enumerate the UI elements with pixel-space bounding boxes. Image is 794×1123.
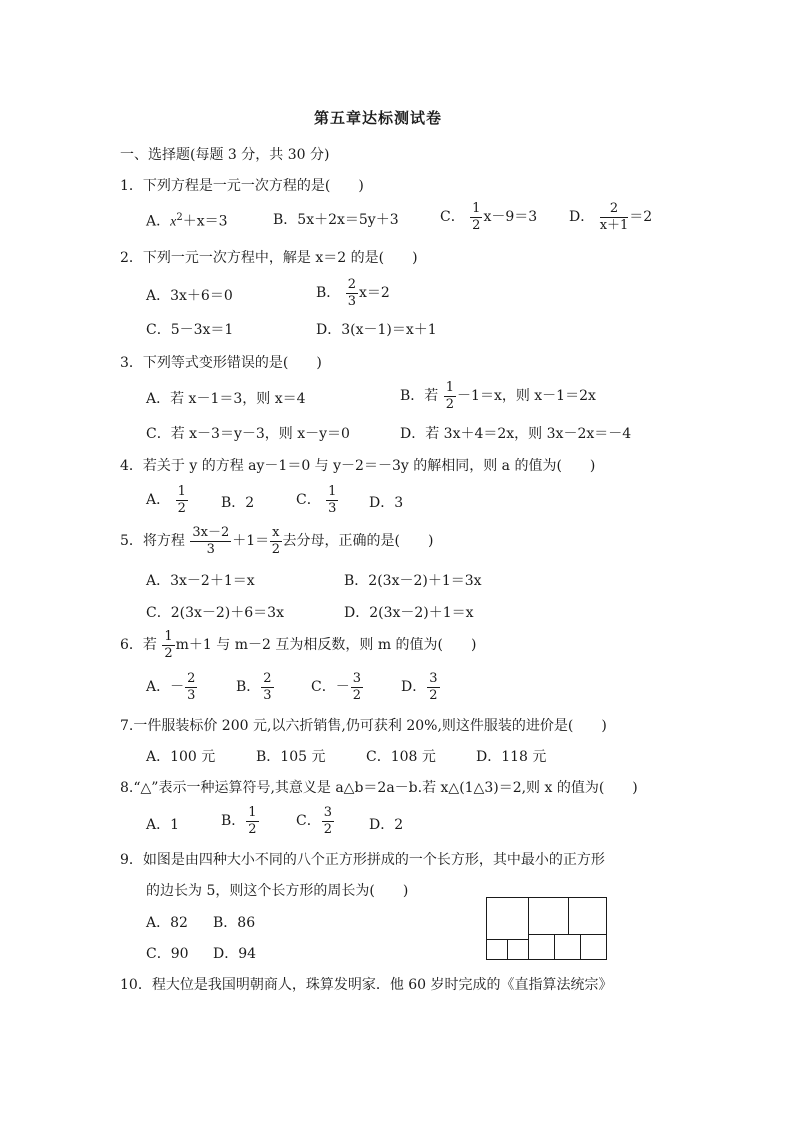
question-4-option-b[interactable]: B．2 (221, 495, 255, 511)
fraction: $\frac{3}{2}$ (352, 671, 361, 703)
question-9-option-a[interactable]: A．82 (146, 915, 188, 931)
squares-rectangle-figure (486, 897, 607, 960)
question-2-stem: 2．下列一元一次方程中，解是 x＝2 的是( ) (120, 250, 418, 266)
question-2-option-b[interactable]: B． $\frac{2}{3}$ x＝2 (316, 277, 390, 309)
fraction: $\frac{2}{x+1}$ (599, 201, 629, 233)
question-6-option-b[interactable]: B． $\frac{2}{3}$ (236, 671, 272, 703)
question-6-option-c[interactable]: C．－ $\frac{3}{2}$ (311, 671, 361, 703)
question-3-option-c[interactable]: C．若 x－3＝y－3，则 x－y＝0 (146, 426, 350, 442)
question-6-option-a[interactable]: A．－ $\frac{2}{3}$ (146, 671, 196, 703)
section-heading: 一、选择题(每题 3 分，共 30 分) (120, 147, 330, 163)
fraction: $\frac{1}{2}$ (248, 805, 257, 837)
question-9-option-b[interactable]: B．86 (213, 915, 256, 931)
large-square (487, 898, 529, 940)
mid-square (555, 935, 581, 960)
question-6-option-d[interactable]: D． $\frac{3}{2}$ (401, 671, 438, 703)
question-5-stem: 5．将方程 $\frac{3x-2}{3}$ ＋1＝ $\frac{x}{2}$ 去分母，正确的是( ) (120, 525, 434, 557)
question-1-option-a[interactable]: A．$x^2+x=3$ (146, 212, 228, 230)
question-5-option-c[interactable]: C．2(3x－2)＋6＝3x (146, 605, 284, 621)
fraction: $\frac{1}{2}$ (177, 484, 186, 516)
outer-rectangle (487, 898, 607, 960)
mid-square (581, 935, 607, 960)
question-5-option-b[interactable]: B．2(3x－2)＋1＝3x (344, 573, 482, 589)
medium-square (569, 898, 607, 935)
question-7-stem: 7.一件服装标价 200 元,以六折销售,仍可获利 20%,则这件服装的进价是( ) (120, 718, 607, 734)
small-square (508, 940, 529, 960)
fraction: $\frac{3x-2}{3}$ (192, 525, 230, 557)
question-8-option-d[interactable]: D．2 (369, 817, 404, 833)
question-2-option-c[interactable]: C．5－3x＝1 (146, 322, 234, 338)
question-3-stem: 3．下列等式变形错误的是( ) (120, 355, 322, 371)
question-9-option-d[interactable]: D．94 (213, 946, 257, 962)
question-1-stem: 1．下列方程是一元一次方程的是( ) (120, 178, 364, 194)
question-7-option-b[interactable]: B．105 元 (256, 749, 326, 765)
question-8-stem: 8.“△”表示一种运算符号,其意义是 a△b＝2a－b.若 x△(1△3)＝2,则 x 的值为( ) (120, 780, 638, 796)
question-9-option-c[interactable]: C．90 (146, 946, 189, 962)
question-3-option-d[interactable]: D．若 3x＋4＝2x，则 3x－2x＝－4 (400, 426, 632, 442)
question-1-option-d[interactable]: D． $\frac{2}{x+1}$ ＝2 (569, 201, 653, 233)
fraction: $\frac{3}{2}$ (429, 671, 438, 703)
question-9-stem-line-2: 的边长为 5，则这个长方形的周长为( ) (146, 883, 409, 899)
fraction: $\frac{2}{3}$ (347, 277, 357, 309)
fraction: $\frac{3}{2}$ (323, 805, 332, 837)
question-1-option-c[interactable]: C． $\frac{1}{2}$ x－9＝3 (440, 201, 538, 233)
fraction: $\frac{1}{2}$ (164, 629, 173, 661)
question-2-option-a[interactable]: A．3x＋6＝0 (146, 288, 233, 304)
question-8-option-c[interactable]: C． $\frac{3}{2}$ (296, 805, 332, 837)
question-3-option-b[interactable]: B．若 $\frac{1}{2}$ －1＝x，则 x－1＝2x (400, 380, 596, 412)
question-4-option-c[interactable]: C． $\frac{1}{3}$ (296, 484, 337, 516)
fraction: $\frac{1}{2}$ (472, 201, 481, 233)
mid-square (529, 935, 555, 960)
question-7-option-c[interactable]: C．108 元 (366, 749, 436, 765)
question-8-option-a[interactable]: A．1 (146, 817, 180, 833)
question-9-stem-line-1: 9．如图是由四种大小不同的八个正方形拼成的一个长方形，其中最小的正方形 (120, 852, 605, 868)
page-title: 第五章达标测试卷 (314, 109, 443, 127)
question-1-option-b[interactable]: B．5x＋2x＝5y＋3 (273, 212, 399, 228)
option-label: A． (146, 213, 171, 230)
question-2-option-d[interactable]: D．3(x－1)＝x＋1 (316, 322, 437, 338)
fraction: $\frac{1}{3}$ (328, 484, 337, 516)
fraction: $\frac{x}{2}$ (271, 525, 280, 557)
question-5-option-a[interactable]: A．3x－2＋1＝x (146, 573, 255, 589)
question-3-option-a[interactable]: A．若 x－1＝3，则 x＝4 (146, 391, 306, 407)
question-7-option-d[interactable]: D．118 元 (476, 749, 547, 765)
question-4-option-d[interactable]: D．3 (369, 495, 404, 511)
question-6-stem: 6．若 $\frac{1}{2}$ m＋1 与 m－2 互为相反数，则 m 的值为( ) (120, 629, 477, 661)
question-8-option-b[interactable]: B． $\frac{1}{2}$ (221, 805, 257, 837)
fraction: $\frac{2}{3}$ (187, 671, 196, 703)
question-7-option-a[interactable]: A．100 元 (146, 749, 216, 765)
small-square (487, 940, 508, 960)
question-5-option-d[interactable]: D．2(3x－2)＋1＝x (344, 605, 474, 621)
question-4-option-a[interactable]: A． $\frac{1}{2}$ (146, 484, 186, 516)
fraction: $\frac{1}{2}$ (445, 380, 455, 412)
medium-square (529, 898, 569, 935)
question-10-stem: 10．程大位是我国明朝商人，珠算发明家．他 60 岁时完成的《直指算法统宗》 (120, 977, 613, 993)
fraction: $\frac{2}{3}$ (263, 671, 272, 703)
question-4-stem: 4．若关于 y 的方程 ay－1＝0 与 y－2＝－3y 的解相同，则 a 的值为( ) (120, 458, 596, 474)
